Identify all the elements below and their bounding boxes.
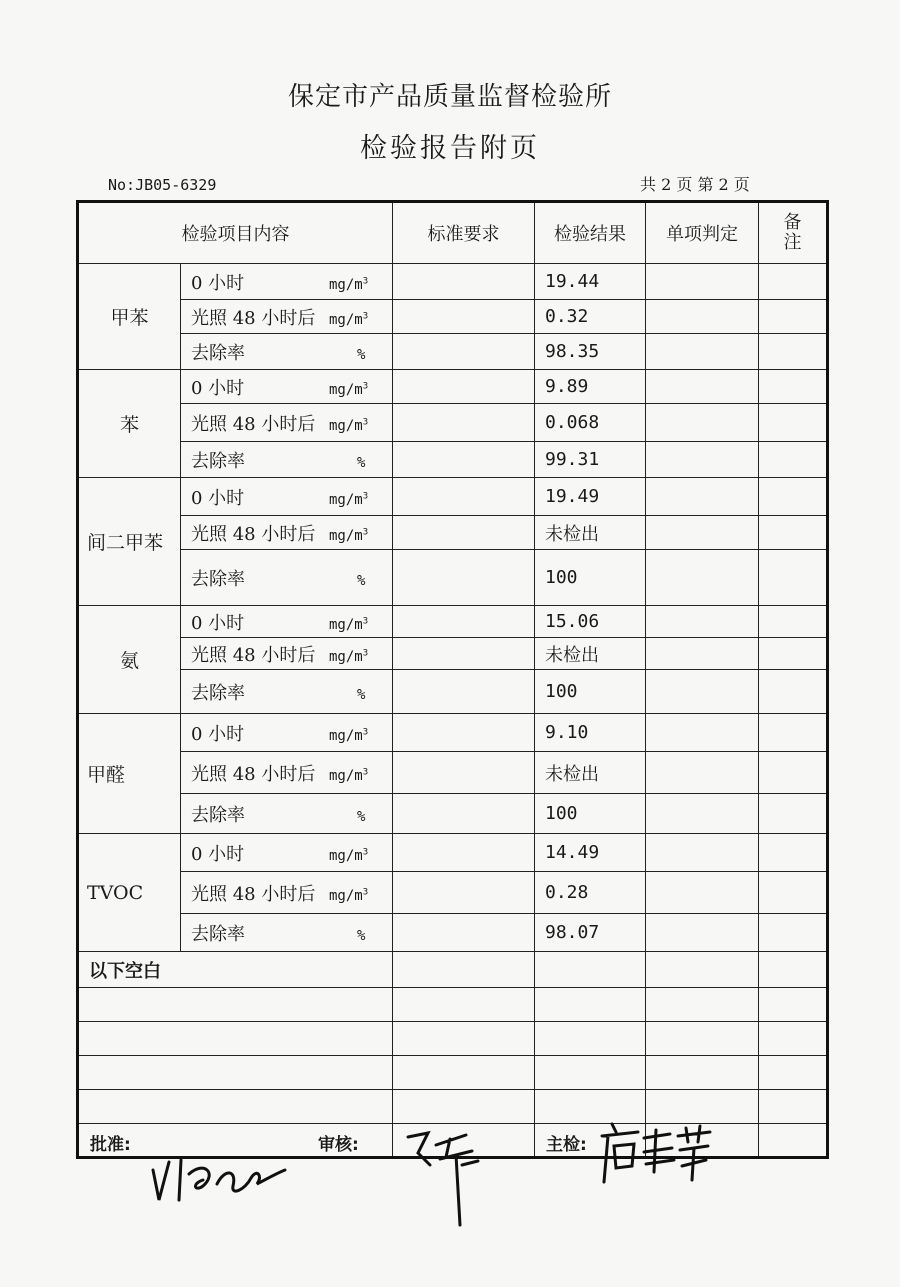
judgement-cell <box>646 478 759 516</box>
blank-cell <box>646 952 759 988</box>
judgement-cell <box>646 442 759 478</box>
item-name-cell: TVOC <box>78 834 181 952</box>
unit-label: % <box>357 346 366 363</box>
inspector-label: 主检: <box>546 1135 587 1155</box>
result-cell: 19.44 <box>535 264 646 300</box>
condition-cell <box>181 872 393 914</box>
blank-cell <box>535 952 646 988</box>
note-cell <box>759 914 828 952</box>
condition-cell <box>181 834 393 872</box>
judgement-cell <box>646 914 759 952</box>
judgement-cell <box>646 370 759 404</box>
col-header-item: 检验项目内容 <box>78 202 393 264</box>
unit-label: % <box>357 808 366 825</box>
note-cell <box>759 794 828 834</box>
unit-base: mg/m <box>329 767 363 784</box>
standard-cell <box>393 264 535 300</box>
condition-cell <box>181 516 393 550</box>
condition-label: 去除率 <box>191 568 245 590</box>
inspector-signature <box>598 1118 718 1188</box>
blank-cell <box>646 1022 759 1056</box>
review-label: 审核: <box>318 1135 359 1155</box>
note-cell <box>759 872 828 914</box>
condition-label: 0 小时 <box>191 377 245 399</box>
col-header-standard: 标准要求 <box>393 202 535 264</box>
unit-base: mg/m <box>329 616 363 633</box>
unit-label <box>329 848 368 864</box>
item-name-cell: 苯 <box>78 370 181 478</box>
standard-cell <box>393 794 535 834</box>
col-header-note-char-1: 备 <box>783 212 802 233</box>
condition-cell <box>181 300 393 334</box>
table-row <box>78 914 828 952</box>
item-name-cell: 甲醛 <box>78 714 181 834</box>
standard-cell <box>393 516 535 550</box>
judgement-cell <box>646 264 759 300</box>
blank-cell <box>78 1056 393 1090</box>
blank-row <box>78 1056 828 1090</box>
item-name-cell: 间二甲苯 <box>78 478 181 606</box>
blank-row <box>78 952 828 988</box>
result-cell: 19.49 <box>535 478 646 516</box>
table-row <box>78 670 828 714</box>
unit-label <box>329 768 368 784</box>
table-row <box>78 478 828 516</box>
col-header-note <box>759 202 828 264</box>
condition-cell <box>181 714 393 752</box>
condition-label: 光照 48 小时后 <box>191 644 316 666</box>
judgement-cell <box>646 606 759 638</box>
judgement-cell <box>646 516 759 550</box>
table-row <box>78 300 828 334</box>
unit-exponent: 3 <box>362 726 369 737</box>
judgement-cell <box>646 334 759 370</box>
unit-exponent: 3 <box>362 766 369 777</box>
unit-label <box>329 312 368 328</box>
unit-exponent: 3 <box>362 275 369 286</box>
blank-cell <box>759 952 828 988</box>
note-cell <box>759 478 828 516</box>
report-number: No:JB05-6329 <box>108 176 217 194</box>
unit-exponent: 3 <box>362 416 369 427</box>
condition-cell <box>181 606 393 638</box>
standard-cell <box>393 872 535 914</box>
unit-label <box>329 528 368 544</box>
unit-exponent: 3 <box>362 647 369 658</box>
standard-cell <box>393 606 535 638</box>
standard-cell <box>393 550 535 606</box>
judgement-cell <box>646 872 759 914</box>
inspection-table <box>76 200 829 1159</box>
condition-label: 光照 48 小时后 <box>191 883 316 905</box>
condition-cell <box>181 670 393 714</box>
standard-cell <box>393 914 535 952</box>
blank-cell <box>759 1090 828 1124</box>
condition-label: 去除率 <box>191 450 245 472</box>
blank-cell <box>759 988 828 1022</box>
unit-base: mg/m <box>329 491 363 508</box>
table-row <box>78 752 828 794</box>
report-title: 检验报告附页 <box>360 133 540 164</box>
table-row <box>78 714 828 752</box>
condition-cell <box>181 638 393 670</box>
blank-row <box>78 1022 828 1056</box>
condition-cell <box>181 442 393 478</box>
blank-cell <box>759 1022 828 1056</box>
blank-cell <box>393 988 535 1022</box>
result-cell: 100 <box>535 550 646 606</box>
table-row <box>78 638 828 670</box>
col-header-result: 检验结果 <box>535 202 646 264</box>
condition-cell <box>181 550 393 606</box>
judgement-cell <box>646 300 759 334</box>
note-cell <box>759 442 828 478</box>
note-cell <box>759 370 828 404</box>
condition-label: 0 小时 <box>191 272 245 294</box>
standard-cell <box>393 638 535 670</box>
condition-cell <box>181 914 393 952</box>
unit-label <box>329 382 368 398</box>
standard-cell <box>393 478 535 516</box>
result-cell: 9.10 <box>535 714 646 752</box>
judgement-cell <box>646 834 759 872</box>
result-cell: 9.89 <box>535 370 646 404</box>
condition-label: 去除率 <box>191 342 245 364</box>
unit-base: mg/m <box>329 276 363 293</box>
table-row <box>78 794 828 834</box>
standard-cell <box>393 334 535 370</box>
result-cell: 98.07 <box>535 914 646 952</box>
unit-label: % <box>357 686 366 703</box>
blank-row <box>78 988 828 1022</box>
note-cell <box>759 550 828 606</box>
unit-exponent: 3 <box>362 615 369 626</box>
page-info: 共 2 页 第 2 页 <box>640 175 750 194</box>
condition-label: 去除率 <box>191 923 245 945</box>
unit-base: mg/m <box>329 887 363 904</box>
table-row <box>78 834 828 872</box>
unit-label <box>329 492 368 508</box>
table-row <box>78 606 828 638</box>
condition-cell <box>181 334 393 370</box>
judgement-cell <box>646 752 759 794</box>
blank-cell <box>393 1022 535 1056</box>
judgement-cell <box>646 638 759 670</box>
unit-base: mg/m <box>329 847 363 864</box>
table-row <box>78 264 828 300</box>
condition-label: 0 小时 <box>191 843 245 865</box>
condition-label: 去除率 <box>191 682 245 704</box>
result-cell: 99.31 <box>535 442 646 478</box>
unit-exponent: 3 <box>362 886 369 897</box>
standard-cell <box>393 404 535 442</box>
unit-label: % <box>357 572 366 589</box>
blank-cell <box>535 988 646 1022</box>
unit-exponent: 3 <box>362 846 369 857</box>
approver-signature <box>145 1140 305 1210</box>
unit-label <box>329 888 368 904</box>
blank-cell <box>759 1056 828 1090</box>
judgement-cell <box>646 404 759 442</box>
item-name-cell: 甲苯 <box>78 264 181 370</box>
note-cell <box>759 834 828 872</box>
result-cell: 14.49 <box>535 834 646 872</box>
result-cell: 98.35 <box>535 334 646 370</box>
note-cell <box>759 404 828 442</box>
organization-name: 保定市产品质量监督检验所 <box>287 82 612 112</box>
result-cell: 未检出 <box>535 516 646 550</box>
table-row <box>78 404 828 442</box>
blank-cell <box>393 952 535 988</box>
standard-cell <box>393 442 535 478</box>
unit-label: % <box>357 454 366 471</box>
unit-base: mg/m <box>329 311 363 328</box>
table-row <box>78 516 828 550</box>
condition-label: 光照 48 小时后 <box>191 763 316 785</box>
unit-label <box>329 277 368 293</box>
blank-cell <box>393 1056 535 1090</box>
table-row <box>78 442 828 478</box>
note-cell <box>759 334 828 370</box>
condition-label: 0 小时 <box>191 612 245 634</box>
item-name-cell: 氨 <box>78 606 181 714</box>
result-cell: 未检出 <box>535 752 646 794</box>
condition-label: 0 小时 <box>191 723 245 745</box>
judgement-cell <box>646 550 759 606</box>
note-cell <box>759 264 828 300</box>
unit-label <box>329 418 368 434</box>
unit-label <box>329 617 368 633</box>
condition-cell <box>181 370 393 404</box>
col-header-judgement: 单项判定 <box>646 202 759 264</box>
result-cell: 100 <box>535 794 646 834</box>
unit-label <box>329 728 368 744</box>
unit-base: mg/m <box>329 648 363 665</box>
judgement-cell <box>646 794 759 834</box>
standard-cell <box>393 370 535 404</box>
standard-cell <box>393 834 535 872</box>
blank-cell <box>78 988 393 1022</box>
condition-cell <box>181 264 393 300</box>
blank-cell <box>646 1056 759 1090</box>
unit-exponent: 3 <box>362 380 369 391</box>
condition-label: 光照 48 小时后 <box>191 307 316 329</box>
unit-exponent: 3 <box>362 490 369 501</box>
table-row <box>78 370 828 404</box>
standard-cell <box>393 670 535 714</box>
reviewer-signature <box>400 1125 490 1235</box>
table-row <box>78 334 828 370</box>
header-row <box>78 202 828 264</box>
note-cell <box>759 516 828 550</box>
note-cell <box>759 670 828 714</box>
note-cell <box>759 752 828 794</box>
condition-cell <box>181 752 393 794</box>
standard-cell <box>393 752 535 794</box>
standard-cell <box>393 714 535 752</box>
note-cell <box>759 714 828 752</box>
unit-base: mg/m <box>329 727 363 744</box>
condition-label: 0 小时 <box>191 487 245 509</box>
condition-label: 光照 48 小时后 <box>191 523 316 545</box>
standard-cell <box>393 300 535 334</box>
condition-label: 光照 48 小时后 <box>191 413 316 435</box>
note-cell <box>759 606 828 638</box>
result-cell: 15.06 <box>535 606 646 638</box>
result-cell: 0.068 <box>535 404 646 442</box>
blank-cell <box>393 1090 535 1124</box>
judgement-cell <box>646 670 759 714</box>
unit-label <box>329 649 368 665</box>
result-cell: 0.32 <box>535 300 646 334</box>
unit-base: mg/m <box>329 417 363 434</box>
result-cell: 0.28 <box>535 872 646 914</box>
table-row <box>78 872 828 914</box>
unit-label: % <box>357 927 366 944</box>
blank-cell <box>535 1022 646 1056</box>
approve-label: 批准: <box>90 1135 131 1155</box>
judgement-cell <box>646 714 759 752</box>
result-cell: 未检出 <box>535 638 646 670</box>
note-cell <box>759 638 828 670</box>
blank-cell <box>78 1022 393 1056</box>
condition-cell <box>181 794 393 834</box>
blank-cell <box>535 1056 646 1090</box>
blank-cell <box>759 1124 828 1158</box>
condition-cell <box>181 478 393 516</box>
blank-cell <box>78 1090 393 1124</box>
col-header-note-char-2: 注 <box>783 232 802 253</box>
condition-label: 去除率 <box>191 804 245 826</box>
unit-base: mg/m <box>329 381 363 398</box>
unit-base: mg/m <box>329 527 363 544</box>
condition-cell <box>181 404 393 442</box>
note-cell <box>759 300 828 334</box>
blank-cell <box>646 988 759 1022</box>
unit-exponent: 3 <box>362 310 369 321</box>
unit-exponent: 3 <box>362 526 369 537</box>
blank-note: 以下空白 <box>78 952 393 988</box>
result-cell: 100 <box>535 670 646 714</box>
table-row <box>78 550 828 606</box>
